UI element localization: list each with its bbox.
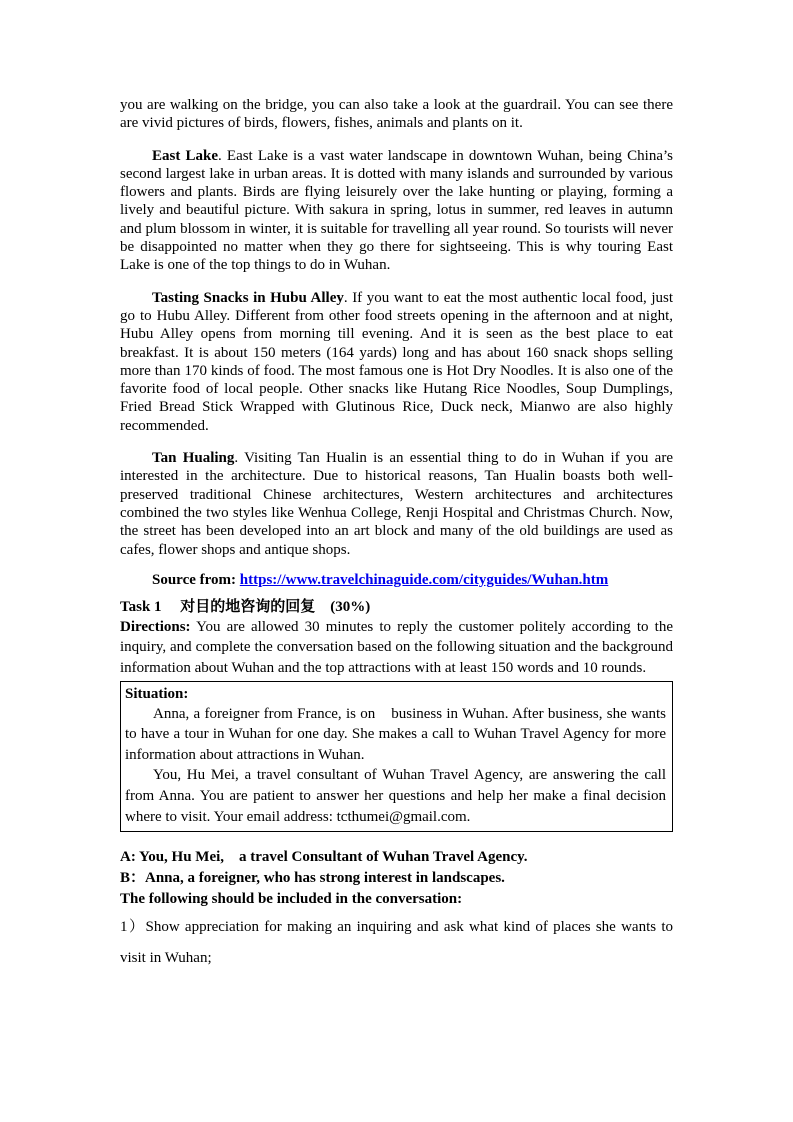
requirements-list — [120, 912, 689, 974]
source-line — [120, 571, 673, 589]
role-a: A: You, Hu Mei, a travel Consultant of Wuhan Travel Agency. — [120, 849, 528, 866]
situation-box — [120, 681, 673, 833]
attraction-title: Tan Hualing — [152, 450, 235, 467]
situation-paragraph: Anna, a foreigner from France, is on business in Wuhan. After business, she wants to have a tour in Wuhan for one day. She makes a call to Wuhan Travel Agency for more information about attractions in Wuhan. — [125, 705, 666, 763]
source-label: Source from: — [152, 571, 240, 588]
directions-label: Directions: — [120, 618, 191, 635]
intro-continuation: you are walking on the bridge, you can also take a look at the guardrail. You can see there are vivid pictures of birds, flowers, fishes, animals and plants on it. — [120, 97, 673, 132]
attraction-text: . East Lake is a vast water landscape in downtown Wuhan, being China’s second largest lake in urban areas. It is dotted with many islands and surrounded by various flowers and plants. Birds are flying leisurely over the lake hunting or playing, forming a lively and beautiful picture. With sakura in spring, lotus in summer, red leaves in autumn and plum blossom in winter, it is suitable for travelling all year round. So tourists will never be disappointed no matter when they go there for sightseeing. This is why touring East Lake is one of the top things to do in Wuhan. — [120, 147, 673, 274]
attraction-title: East Lake — [152, 147, 218, 164]
document-page — [120, 96, 689, 974]
attraction-hubu-alley — [120, 289, 673, 435]
roles-section — [120, 847, 673, 910]
attraction-text: . Visiting Tan Hualin is an essential thing to do in Wuhan if you are interested in the architecture. Due to historical reasons, Tan Hualin boasts both well-preserved traditional Chinese architectures, Western architectures and architectures combined the two styles like Wenhua College, Renji Hospital and Christmas Church. Now, the street has been developed into an art block and many of the old buildings are used as cafes, flower shops and antique shops. — [120, 450, 673, 558]
situation-label: Situation: — [125, 685, 189, 702]
attraction-tan-hualing — [120, 449, 673, 559]
task-directions — [120, 617, 673, 679]
directions-text: You are allowed 30 minutes to reply the customer politely according to the inquiry, and complete the conversation based on the following situation and the background information about Wuhan and the top attractions with at least 150 words and 10 rounds. — [120, 618, 673, 677]
list-item: 1）Show appreciation for making an inquiring and ask what kind of places she wants to visit in Wuhan; — [120, 919, 689, 967]
role-b: B：Anna, a foreigner, who has strong interest in landscapes. — [120, 870, 505, 887]
situation-paragraph: You, Hu Mei, a travel consultant of Wuhan Travel Agency, are answering the call from Anna. You are patient to answer her questions and help her make a final decision where to visit. Your email address: tcthumei@gmail.com. — [125, 767, 666, 825]
attraction-east-lake — [120, 147, 673, 275]
attraction-text: . If you want to eat the most authentic local food, just go to Hubu Alley. Different from other food streets opening in the afternoon and at night, Hubu Alley opens from morning till evening. And it is seen as the best place to eat breakfast. It is about 150 meters (164 yards) long and has about 160 snack shops selling more than 170 kinds of food. The most famous one is Hot Dry Noodles. It is also one of the favorite food of local people. Other snacks like Hutang Rice Noodles, Soup Dumplings, Fried Bread Stick Wrapped with Glutinous Rice, Duck neck, Mianwo are also highly recommended. — [120, 289, 673, 434]
attraction-title: Tasting Snacks in Hubu Alley — [152, 289, 344, 306]
task-title: Task 1 对目的地咨询的回复 (30%) — [120, 598, 371, 615]
included-heading: The following should be included in the conversation: — [120, 891, 463, 908]
source-link[interactable]: https://www.travelchinaguide.com/cityguides/Wuhan.htm — [239, 571, 609, 588]
